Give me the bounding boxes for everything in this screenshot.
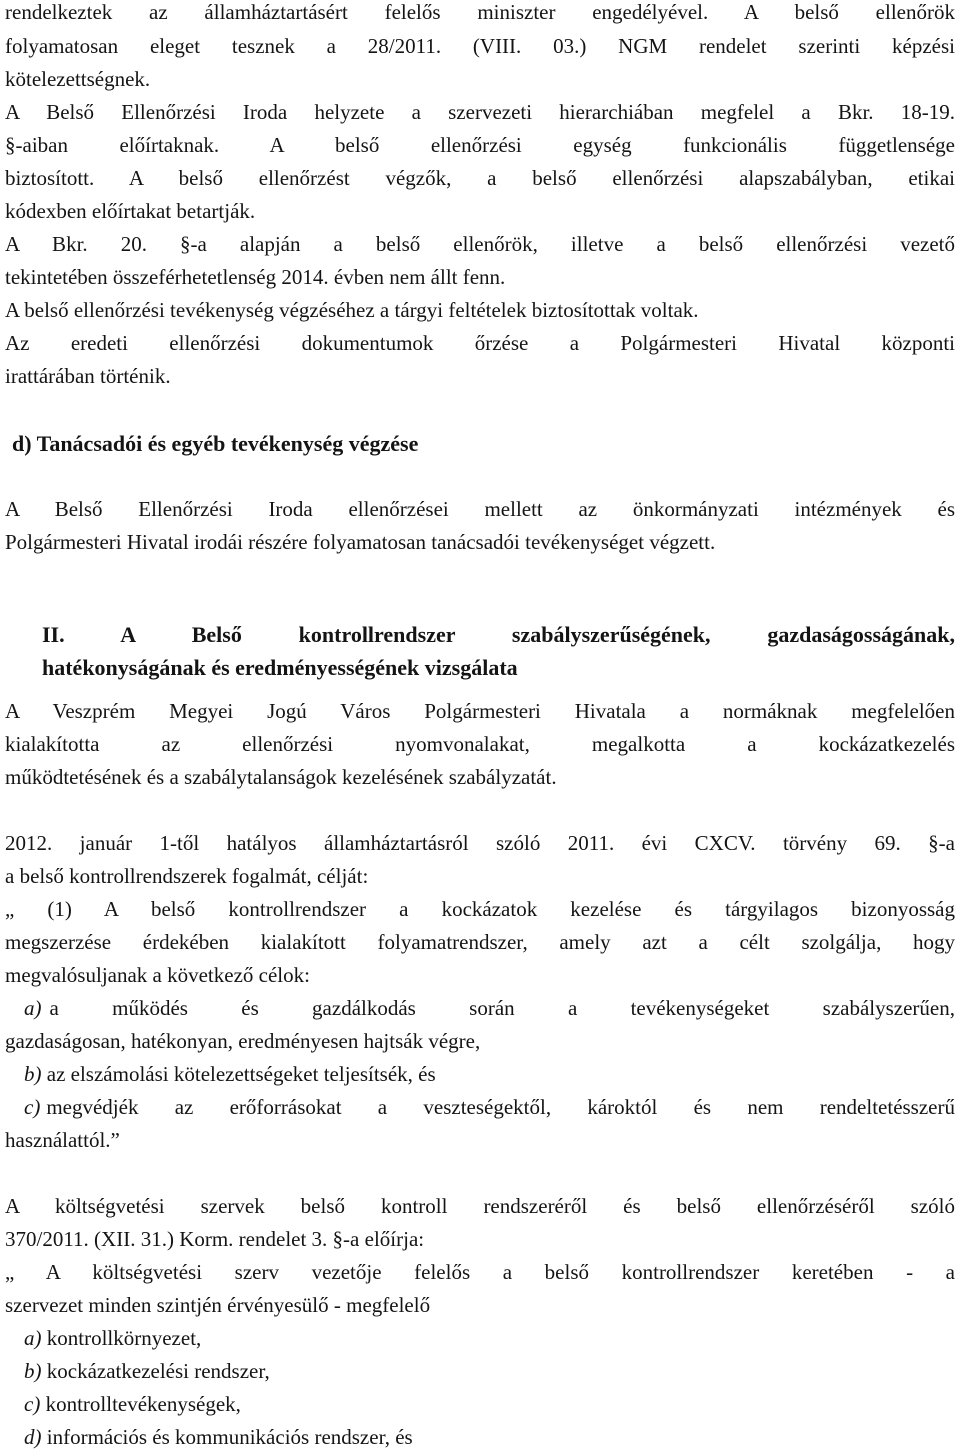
text-line: 2012. január 1-től hatályos államháztartásról szóló 2011. évi CXCV. törvény 69. §-a xyxy=(5,831,955,855)
text-line: gazdaságosan, hatékonyan, eredményesen hajtsák végre, xyxy=(5,1029,481,1053)
list-item-text: az elszámolási kötelezettségeket teljesítsék, és xyxy=(46,1062,436,1086)
text-line: A belső ellenőrzési tevékenység végzéséhez a tárgyi feltételek biztosítottak voltak. xyxy=(5,298,699,322)
list-item-text: kontrolltevékenységek, xyxy=(45,1392,241,1416)
list-item-text: kockázatkezelési rendszer, xyxy=(46,1359,270,1383)
text-line: használattól.” xyxy=(5,1128,120,1152)
list-marker: d) xyxy=(24,1425,42,1449)
list-marker: a) xyxy=(24,996,42,1020)
section-heading: hatékonyságának és eredményességének vizsgálata xyxy=(42,655,518,680)
text-line: kialakította az ellenőrzési nyomvonalakat, megalkotta a kockázatkezelés xyxy=(5,732,955,756)
list-item xyxy=(24,1356,270,1387)
text-line: „ A költségvetési szerv vezetője felelős a belső kontrollrendszer keretében - a xyxy=(5,1260,955,1284)
text-line: 370/2011. (XII. 31.) Korm. rendelet 3. §-a előírja: xyxy=(5,1227,425,1251)
section-heading: d) Tanácsadói és egyéb tevékenység végzése xyxy=(12,431,419,456)
list-item xyxy=(24,993,955,1024)
list-item xyxy=(24,1092,955,1123)
list-marker: b) xyxy=(24,1359,42,1383)
list-item-text: kontrollkörnyezet, xyxy=(46,1326,202,1350)
list-item xyxy=(24,1422,413,1453)
text-line: kódexben előírtakat betartják. xyxy=(5,199,256,223)
list-marker: b) xyxy=(24,1062,42,1086)
text-line: irattárában történik. xyxy=(5,364,171,388)
text-line: Polgármesteri Hivatal irodái részére folyamatosan tanácsadói tevékenységet végzett. xyxy=(5,530,716,554)
text-line: folyamatosan eleget tesznek a 28/2011. (VIII. 03.) NGM rendelet szerinti képzési xyxy=(5,34,955,58)
text-line: rendelkeztek az államháztartásért felelős miniszter engedélyével. A belső ellenőrök xyxy=(5,0,955,24)
list-marker: a) xyxy=(24,1326,42,1350)
text-line: szervezet minden szintjén érvényesülő - megfelelő xyxy=(5,1293,431,1317)
section-heading: II. A Belső kontrollrendszer szabályszerűségének, gazdaságosságának, xyxy=(42,622,955,647)
text-line: kötelezettségnek. xyxy=(5,67,151,91)
text-line: A költségvetési szervek belső kontroll rendszeréről és belső ellenőrzéséről szóló xyxy=(5,1194,955,1218)
text-line: megvalósuljanak a következő célok: xyxy=(5,963,310,987)
list-marker: c) xyxy=(24,1392,41,1416)
list-item-text: megvédjék az erőforrásokat a veszteségektől, károktól és nem rendeltetésszerű xyxy=(46,1095,955,1119)
text-line: Az eredeti ellenőrzési dokumentumok őrzése a Polgármesteri Hivatal központi xyxy=(5,331,955,355)
list-item-text: információs és kommunikációs rendszer, és xyxy=(46,1425,413,1449)
list-item xyxy=(24,1389,241,1420)
text-line: megszerzése érdekében kialakított folyamatrendszer, amely azt a célt szolgálja, hogy xyxy=(5,930,955,954)
list-item xyxy=(24,1059,436,1090)
text-line: A Veszprém Megyei Jogú Város Polgármesteri Hivatala a normáknak megfelelően xyxy=(5,699,955,723)
text-line: biztosított. A belső ellenőrzést végzők, a belső ellenőrzési alapszabályban, etikai xyxy=(5,166,955,190)
text-line: tekintetében összeférhetetlenség 2014. évben nem állt fenn. xyxy=(5,265,506,289)
list-item xyxy=(24,1323,201,1354)
list-marker: c) xyxy=(24,1095,41,1119)
text-line: A Belső Ellenőrzési Iroda ellenőrzései mellett az önkormányzati intézmények és xyxy=(5,497,955,521)
text-line: A Bkr. 20. §-a alapján a belső ellenőrök, illetve a belső ellenőrzési vezető xyxy=(5,232,955,256)
text-line: „ (1) A belső kontrollrendszer a kockázatok kezelése és tárgyilagos bizonyosság xyxy=(5,897,955,921)
text-line: A Belső Ellenőrzési Iroda helyzete a szervezeti hierarchiában megfelel a Bkr. 18-19. xyxy=(5,100,955,124)
list-item-text: a működés és gazdálkodás során a tevékenységeket szabályszerűen, xyxy=(49,996,955,1020)
text-line: a belső kontrollrendszerek fogalmát, célját: xyxy=(5,864,369,888)
text-line: működtetésének és a szabálytalanságok kezelésének szabályzatát. xyxy=(5,765,557,789)
text-line: §-aiban előírtaknak. A belső ellenőrzési egység funkcionális függetlensége xyxy=(5,133,955,157)
